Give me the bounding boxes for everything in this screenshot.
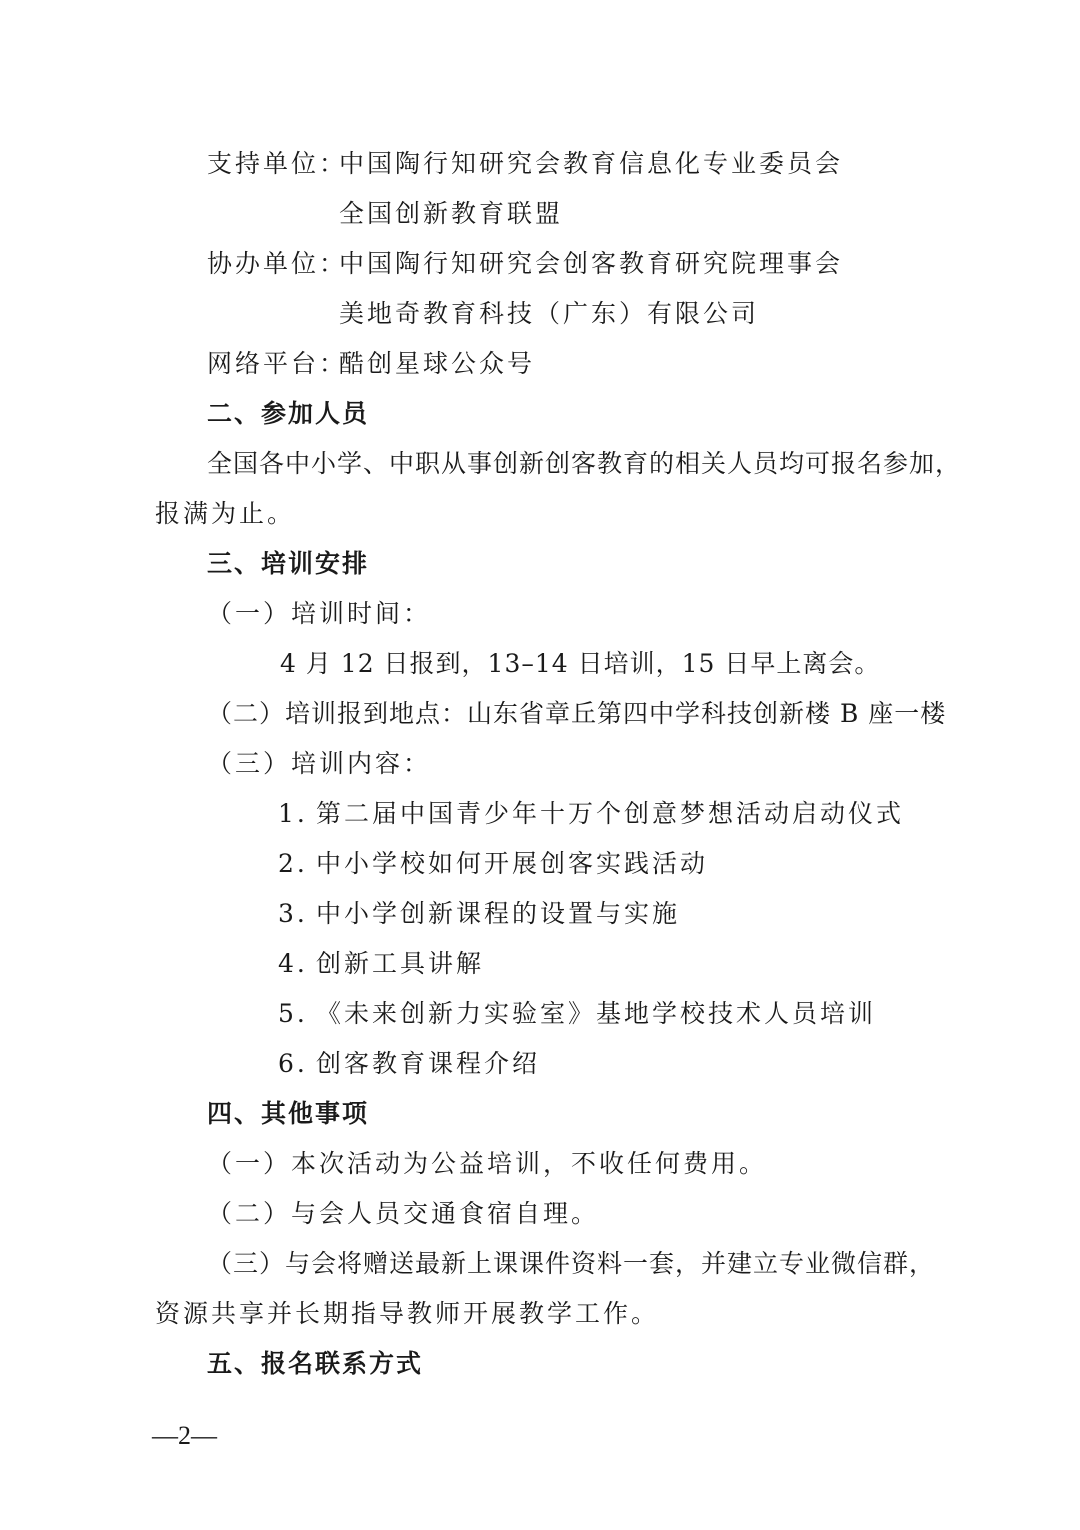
network-platform-value: 酷创星球公众号: [339, 349, 536, 378]
list-item-text: 《未来创新力实验室》基地学校技术人员培训: [316, 999, 877, 1028]
other-item-3-line-1: （三）与会将赠送最新上课课件资料一套，并建立专业微信群，: [207, 1249, 936, 1278]
section-2-heading: 二、参加人员: [207, 399, 370, 428]
list-item-number: 2.: [278, 849, 308, 878]
list-item: [278, 896, 680, 932]
list-item-number: 3.: [278, 899, 308, 928]
list-item-text: 中小学校如何开展创客实践活动: [316, 849, 709, 878]
support-units-label: 支持单位：: [207, 149, 348, 178]
list-item-text: 中小学创新课程的设置与实施: [316, 899, 681, 928]
list-item-text: 创客教育课程介绍: [316, 1049, 541, 1078]
co-organizer-row: [207, 246, 843, 282]
co-organizer-2: 美地奇教育科技（广东）有限公司: [339, 299, 760, 328]
other-item-1: （一）本次活动为公益培训，不收任何费用。: [207, 1149, 768, 1178]
list-item-number: 1.: [278, 799, 308, 828]
list-item-number: 4.: [278, 949, 308, 978]
list-item: [278, 946, 484, 982]
co-organizer-label: 协办单位：: [207, 249, 348, 278]
list-item-number: 6.: [278, 1049, 308, 1078]
list-item-number: 5.: [278, 999, 308, 1028]
section-2-paragraph-line-1: 全国各中小学、中职从事创新创客教育的相关人员均可报名参加，: [207, 449, 962, 478]
other-item-3-line-2: 资源共享并长期指导教师开展教学工作。: [155, 1299, 660, 1328]
training-time-value: 4 月 12 日报到，13–14 日培训，15 日早上离会。: [280, 649, 881, 678]
training-content-label: （三）培训内容：: [207, 749, 432, 778]
section-3-heading: 三、培训安排: [207, 549, 370, 578]
section-4-heading: 四、其他事项: [207, 1099, 370, 1128]
network-platform-label: 网络平台：: [207, 349, 348, 378]
section-5-heading: 五、报名联系方式: [207, 1349, 424, 1378]
section-2-paragraph-line-2: 报满为止。: [155, 499, 296, 528]
support-unit-2: 全国创新教育联盟: [339, 199, 564, 228]
list-item: [278, 996, 876, 1032]
co-organizer-1: 中国陶行知研究会创客教育研究院理事会: [339, 249, 844, 278]
page-number: —2—: [152, 1421, 217, 1450]
support-units-row: [207, 146, 843, 182]
list-item: [278, 846, 708, 882]
support-unit-1: 中国陶行知研究会教育信息化专业委员会: [339, 149, 844, 178]
training-time-label: （一）培训时间：: [207, 599, 432, 628]
network-platform-row: [207, 346, 535, 382]
list-item: [278, 796, 904, 832]
training-location: （二）培训报到地点：山东省章丘第四中学科技创新楼 B 座一楼: [207, 699, 947, 728]
other-item-2: （二）与会人员交通食宿自理。: [207, 1199, 600, 1228]
list-item-text: 第二届中国青少年十万个创意梦想活动启动仪式: [316, 799, 905, 828]
list-item-text: 创新工具讲解: [316, 949, 485, 978]
list-item: [278, 1046, 540, 1082]
